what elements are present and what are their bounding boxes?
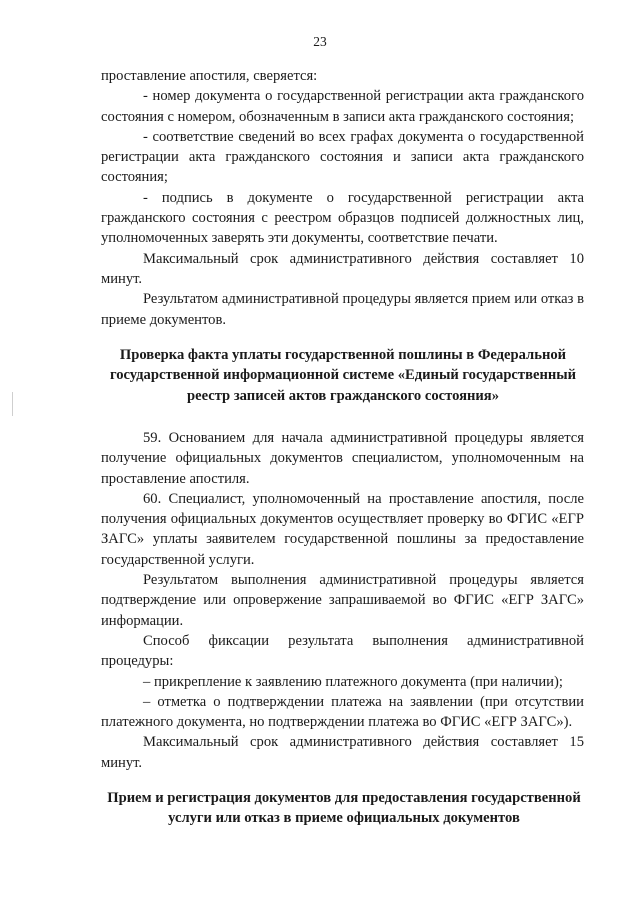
paragraph: – прикрепление к заявлению платежного документа (при наличии); — [143, 673, 563, 690]
scan-margin-mark — [12, 392, 13, 416]
paragraph: Максимальный срок административного действия составляет 15 минут. — [101, 734, 584, 771]
paragraph: 60. Специалист, уполномоченный на проставление апостиля, после получения официальных документов осуществляет проверку во ФГИС «ЕГР ЗАГС» уплаты заявителем государственной пошлины за предоставление государственной услуги. — [101, 490, 584, 568]
paragraph: Способ фиксации результата выполнения административной процедуры: — [101, 632, 584, 670]
paragraph: Результатом выполнения административной процедуры является подтверждение или опровержение запрашиваемой во ФГИС «ЕГР ЗАГС» информации. — [101, 572, 584, 629]
section-heading-reception — [100, 788, 588, 829]
paragraph: - подпись в документе о государственной регистрации акта гражданского состояния с реестром образцов подписей должностных лиц, уполномоченных заверять эти документы, соответствие печати. — [101, 189, 584, 247]
section-heading: Прием и регистрация документов для предоставления государственной услуги или отказ в приеме официальных документов — [107, 790, 581, 827]
paragraph: – отметка о подтверждении платежа на заявлении (при отсутствии платежного документа, но подтверждении платежа во ФГИС «ЕГР ЗАГС»). — [101, 693, 584, 731]
paragraph: - номер документа о государственной регистрации акта гражданского состояния с номером, обозначенным в записи акта гражданского состояния; — [101, 88, 584, 125]
section-heading-fee — [104, 345, 582, 406]
paragraph: проставление апостиля, сверяется: — [101, 68, 318, 84]
paragraph: 59. Основанием для начала административной процедуры является получение официальных документов специалистом, уполномоченным на проставление апостиля. — [101, 430, 584, 487]
paragraph: - соответствие сведений во всех графах документа о государственной регистрации акта гражданского состояния и записи акта гражданского состояния; — [101, 128, 584, 186]
text-block-top — [101, 66, 584, 330]
section-heading: Проверка факта уплаты государственной пошлины в Федеральной государственной информационной системе «Единый государственный реестр записей актов гражданского состояния» — [109, 347, 577, 404]
paragraph: Результатом административной процедуры является прием или отказ в приеме документов. — [101, 291, 584, 328]
paragraph: Максимальный срок административного действия составляет 10 минут. — [101, 250, 584, 287]
page-number: 23 — [313, 34, 327, 49]
text-block-middle — [101, 428, 584, 773]
